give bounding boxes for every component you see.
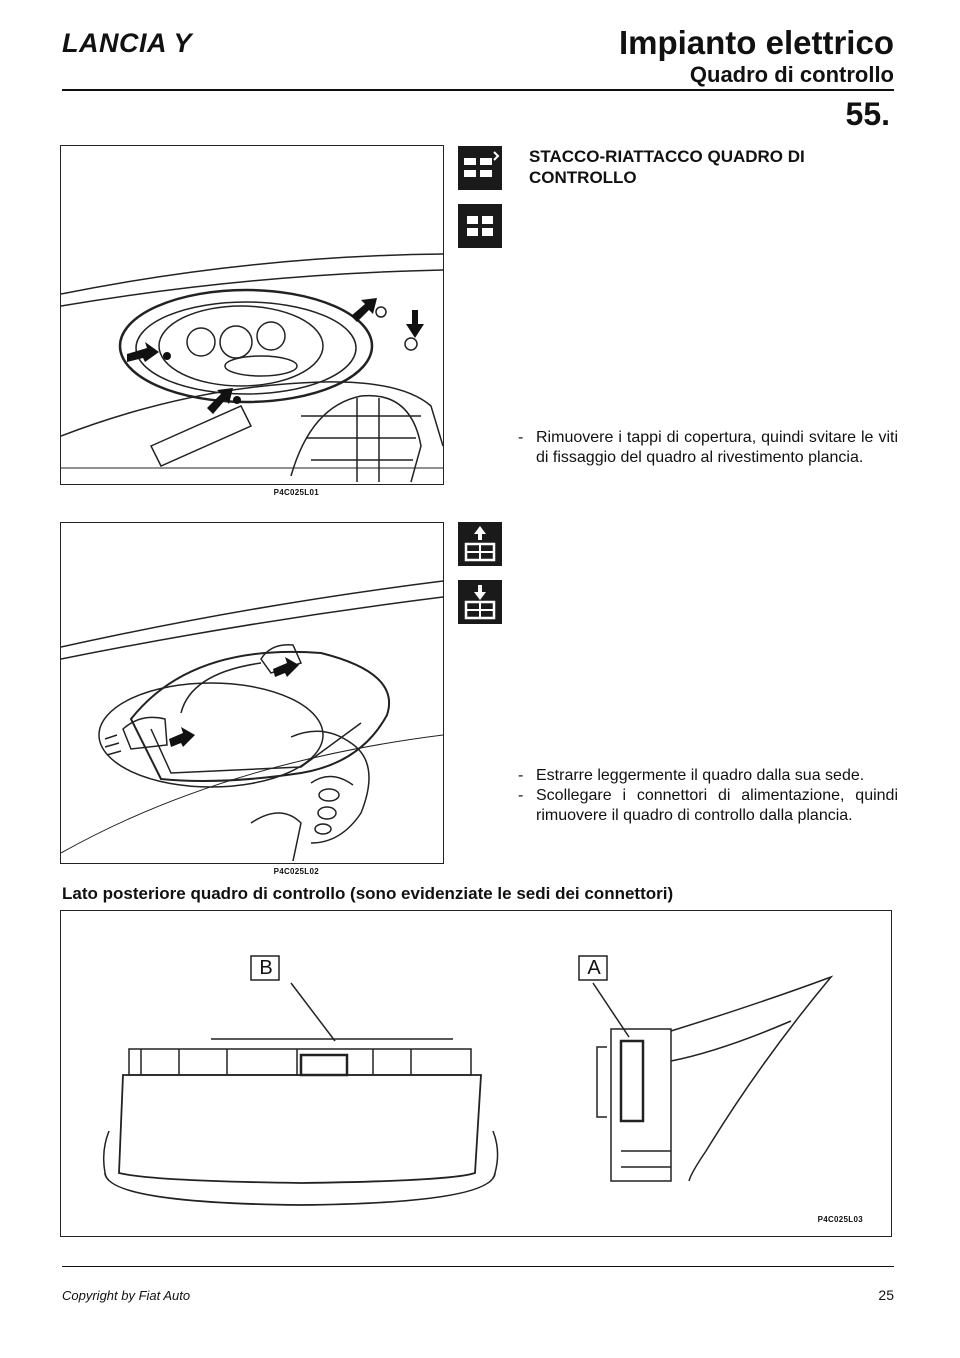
- figure-code: P4C025L02: [273, 867, 319, 876]
- extract-panel-drawing: [61, 523, 443, 863]
- figure-rear-panel: [60, 910, 892, 1237]
- footer-rule: [62, 1266, 894, 1267]
- section-subtitle: Quadro di controllo: [689, 62, 894, 87]
- page-code: 55.: [845, 96, 890, 132]
- label-a: A: [587, 957, 601, 979]
- section-title: Impianto elettrico: [618, 24, 894, 61]
- figure-extract-panel: [60, 522, 444, 876]
- figure-caption: Lato posteriore quadro di controllo (sono evidenziate le sedi dei connettori): [62, 884, 674, 903]
- figure-dashboard-screws: [60, 145, 444, 497]
- step-text: Estrarre leggermente il quadro dalla sua sede.: [536, 767, 865, 784]
- page-number: 25: [878, 1287, 894, 1303]
- dashboard-screws-drawing: [61, 146, 443, 484]
- copyright: Copyright by Fiat Auto: [62, 1288, 191, 1303]
- steps-block-1: [518, 428, 898, 468]
- step-item: [518, 766, 898, 786]
- step-dash: -: [518, 787, 524, 804]
- figure-code: P4C025L03: [817, 1215, 863, 1224]
- rear-panel-drawing: [61, 911, 891, 1236]
- label-b: B: [259, 957, 273, 979]
- step-text: Scollegare i connettori di alimentazione, quindi rimuovere il quadro di controllo dalla plancia.: [536, 787, 898, 824]
- procedure-title: STACCO-RIATTACCO QUADRO DI CONTROLLO: [529, 147, 805, 187]
- brand-name: LANCIA Y: [62, 28, 193, 58]
- steps-block-2: [518, 766, 898, 826]
- figure-code: P4C025L01: [273, 488, 319, 497]
- header-rule: [62, 89, 894, 91]
- extract-up-icon: [458, 522, 502, 566]
- step-item: [518, 428, 898, 468]
- step-dash: -: [518, 429, 524, 446]
- step-text: Rimuovere i tappi di copertura, quindi svitare le viti di fissaggio del quadro al rivestimento plancia.: [536, 429, 898, 466]
- step-dash: -: [518, 767, 524, 784]
- remove-refit-icon: [458, 146, 502, 190]
- step-item: [518, 786, 898, 826]
- disassemble-icon: [458, 204, 502, 248]
- insert-down-icon: [458, 580, 502, 624]
